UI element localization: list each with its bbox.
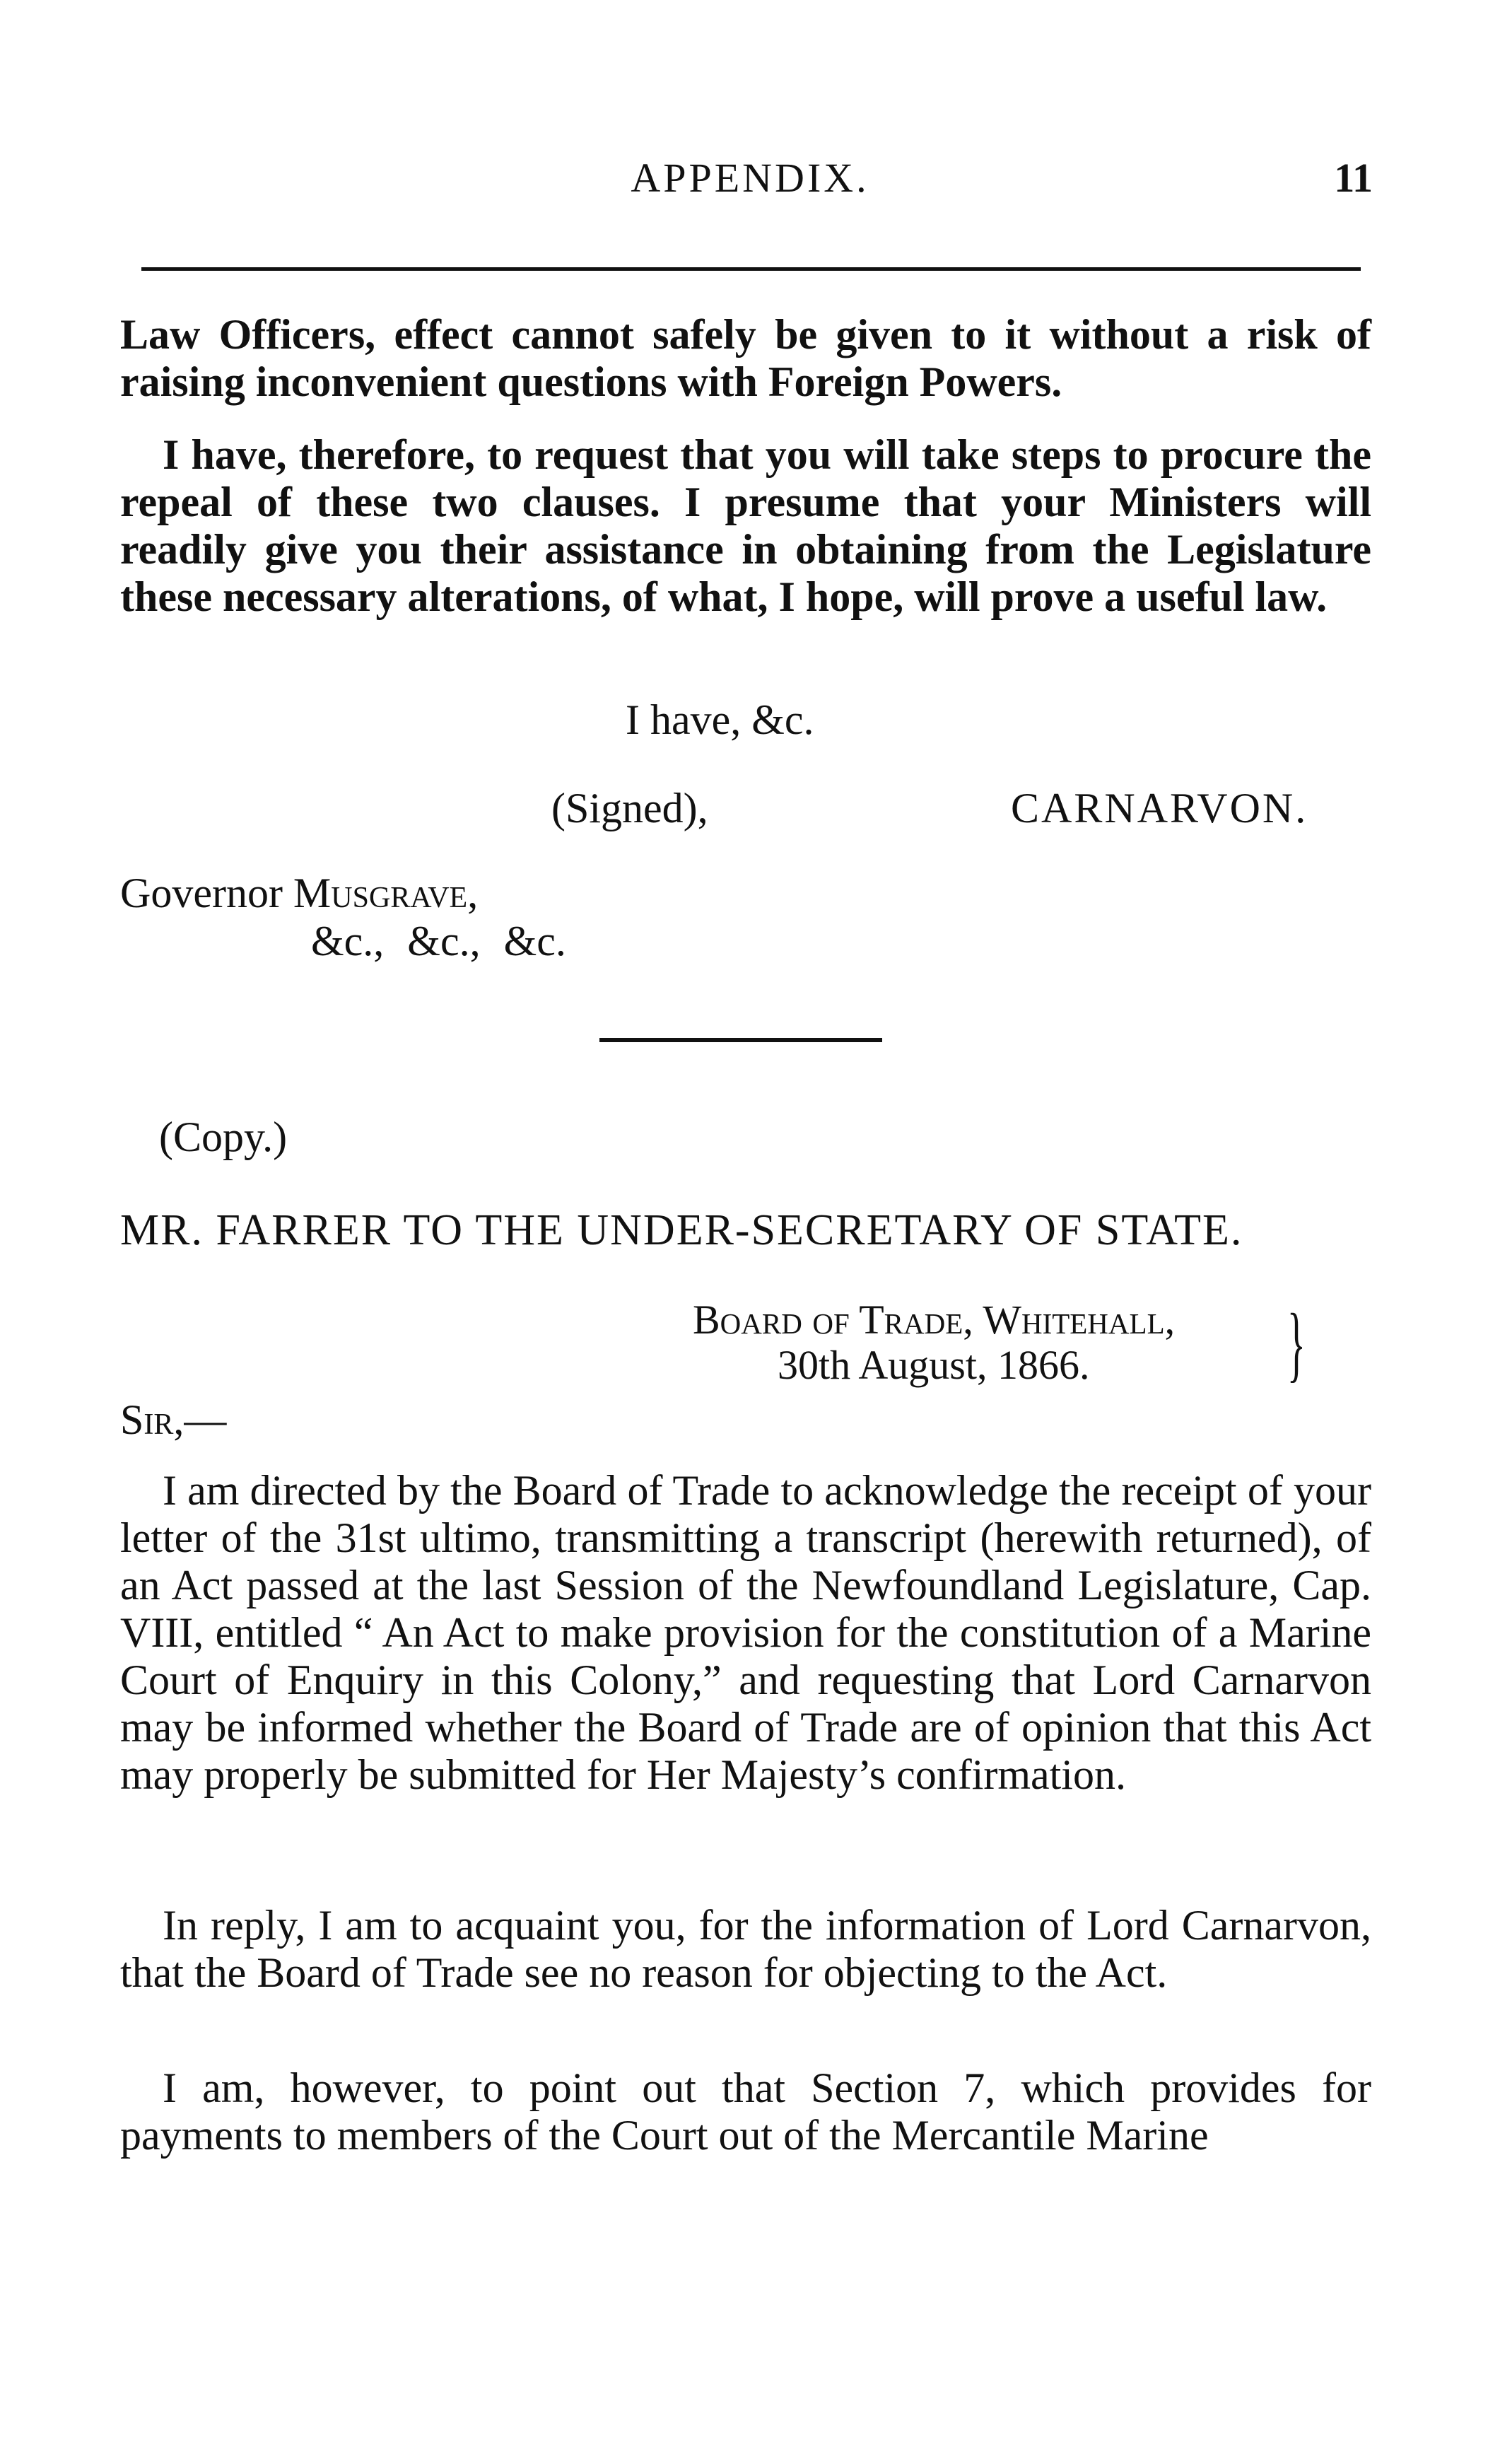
paragraph-reply: In reply, I am to acquaint you, for the information of Lord Carnarvon, that the Board of Trade see no reason for objecting to the Act. xyxy=(120,1902,1371,1996)
address-line-1: Board of Trade, Whitehall, xyxy=(693,1297,1176,1343)
letter-closing: I have, &c. xyxy=(626,696,814,743)
page-number: 11 xyxy=(1334,155,1373,201)
addressee-name: Musgrave, xyxy=(293,870,479,916)
paragraph-request: I have, therefore, to request that you will take steps to procure the repeal of these two clauses. I presume that your Ministers will readily give you their assistance in obtaining from the Legislature these necessary alterations, of what, I hope, will prove a useful law. xyxy=(120,431,1371,620)
address-date: 30th August, 1866. xyxy=(778,1342,1090,1388)
addressee-prefix: Governor xyxy=(120,870,293,916)
paragraph-acknowledgement: I am directed by the Board of Trade to acknowledge the receipt of your letter of the 31st ultimo, transmitting a transcript (herewith returned), of an Act passed at the last Session of the Newfoundland Legislature, Cap. VIII, entitled “ An Act to make provision for the constitution of a Marine Court of Enquiry in this Colony,” and requesting that Lord Carnarvon may be informed whether the Board of Trade are of opinion that this Act may properly be submitted for Her Majesty’s confirmation. xyxy=(120,1467,1371,1798)
running-header: APPENDIX. xyxy=(631,155,869,201)
salutation: Sir,— xyxy=(120,1396,227,1443)
address-brace: } xyxy=(1287,1296,1306,1390)
header-rule xyxy=(141,267,1361,271)
signed-label: (Signed), xyxy=(551,785,708,831)
addressee xyxy=(120,870,478,917)
paragraph-continuation: Law Officers, effect cannot safely be given to it without a risk of raising inconvenient questions with Foreign Powers. xyxy=(120,311,1371,405)
paragraph-section-7: I am, however, to point out that Section 7, which provides for payments to members of the Court out of the Mercantile Marine xyxy=(120,2065,1371,2159)
addressee-etc: &c., &c., &c. xyxy=(311,918,566,964)
sender-address xyxy=(693,1297,1175,1388)
copy-label: (Copy.) xyxy=(159,1114,288,1160)
signature-name: CARNARVON. xyxy=(1011,785,1308,831)
section-divider xyxy=(599,1038,882,1042)
letter-heading: MR. FARRER TO THE UNDER-SECRETARY OF STATE. xyxy=(120,1206,1243,1254)
